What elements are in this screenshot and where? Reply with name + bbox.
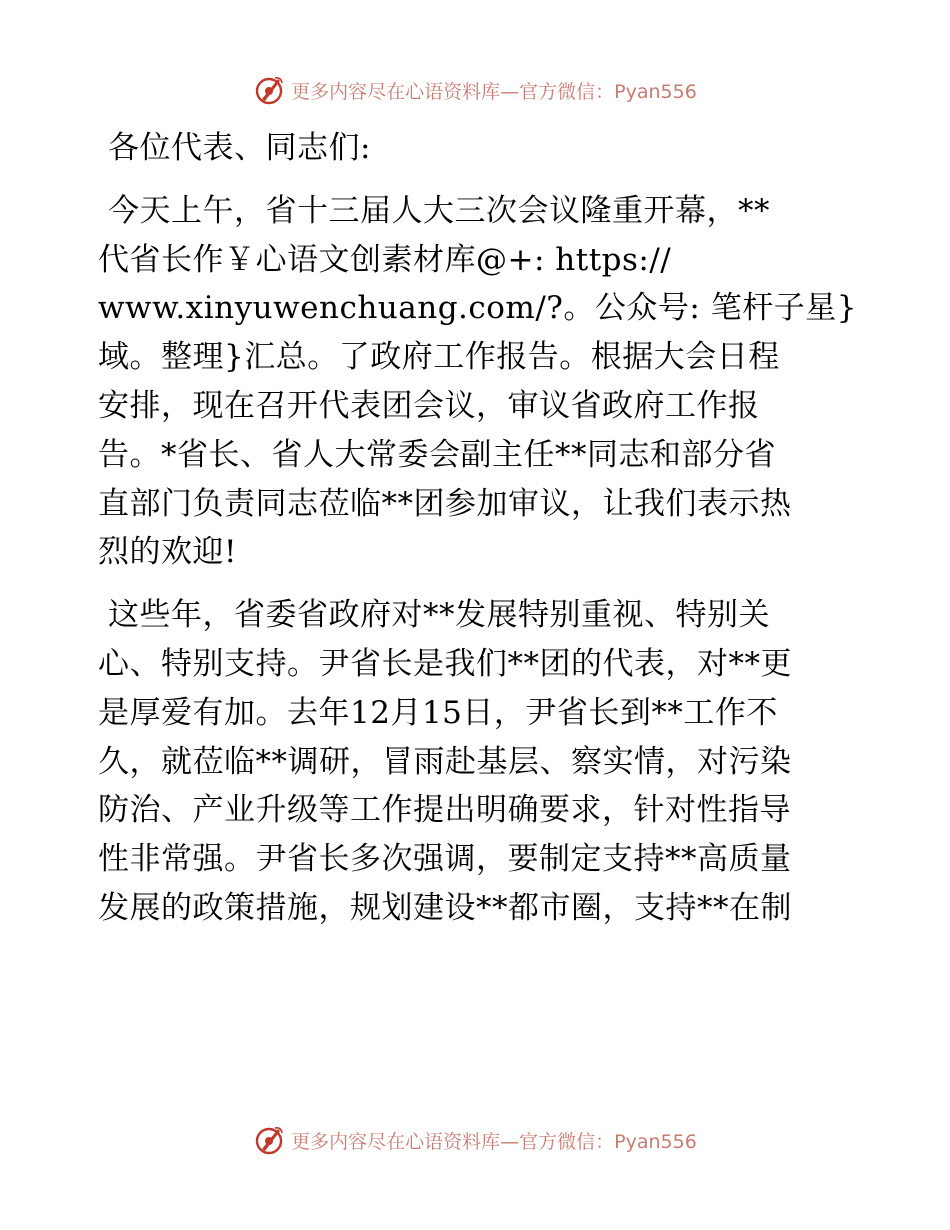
paragraph-line: 今天上午，省十三届人大三次会议隆重开幕，** [108,192,770,229]
paragraph-line: 这些年，省委省政府对**发展特别重视、特别关 [108,597,770,634]
paragraph-line: 是厚爱有加。去年12月15日，尹省长到**工作不 [98,694,778,731]
greeting [98,124,858,173]
paragraph-1 [98,187,858,577]
paragraph-line: 发展的政策措施，规划建设**都市圈，支持**在制 [98,889,792,926]
watermark-banner-top [0,70,950,110]
document-body [98,124,858,933]
paragraph-line: 防治、产业升级等工作提出明确要求，针对性指导 [98,792,791,829]
paragraph-line: www.xinyuwenchuang.com/?。公众号: 笔杆子星} [98,290,857,327]
paragraph-line: 直部门负责同志莅临**团参加审议，让我们表示热 [98,485,792,522]
paragraph-line: 烈的欢迎! [98,534,237,571]
paragraph-line: 性非常强。尹省长多次强调，要制定支持**高质量 [98,841,792,878]
paragraph-line: 久，就莅临**调研，冒雨赴基层、察实情，对污染 [98,743,792,780]
paragraph-line: 告。*省长、省人大常委会副主任**同志和部分省 [98,436,776,473]
watermark-text: 更多内容尽在心语资料库—官方微信：Pyan556 [291,1130,697,1153]
paragraph-line: 安排，现在召开代表团会议，审议省政府工作报 [98,387,760,424]
watermark-banner-bottom [0,1120,950,1160]
watermark-text: 更多内容尽在心语资料库—官方微信：Pyan556 [291,80,697,103]
quill-circle-logo-icon [253,1124,285,1156]
paragraph-2 [98,591,858,933]
greeting-line: 各位代表、同志们: [108,130,371,166]
paragraph-line: 代省长作￥心语文创素材库@+: https:// [98,241,672,278]
paragraph-line: 心、特别支持。尹省长是我们**团的代表，对**更 [98,645,792,682]
quill-circle-logo-icon [253,74,285,106]
paragraph-line: 域。整理}汇总。了政府工作报告。根据大会日程 [98,339,780,376]
